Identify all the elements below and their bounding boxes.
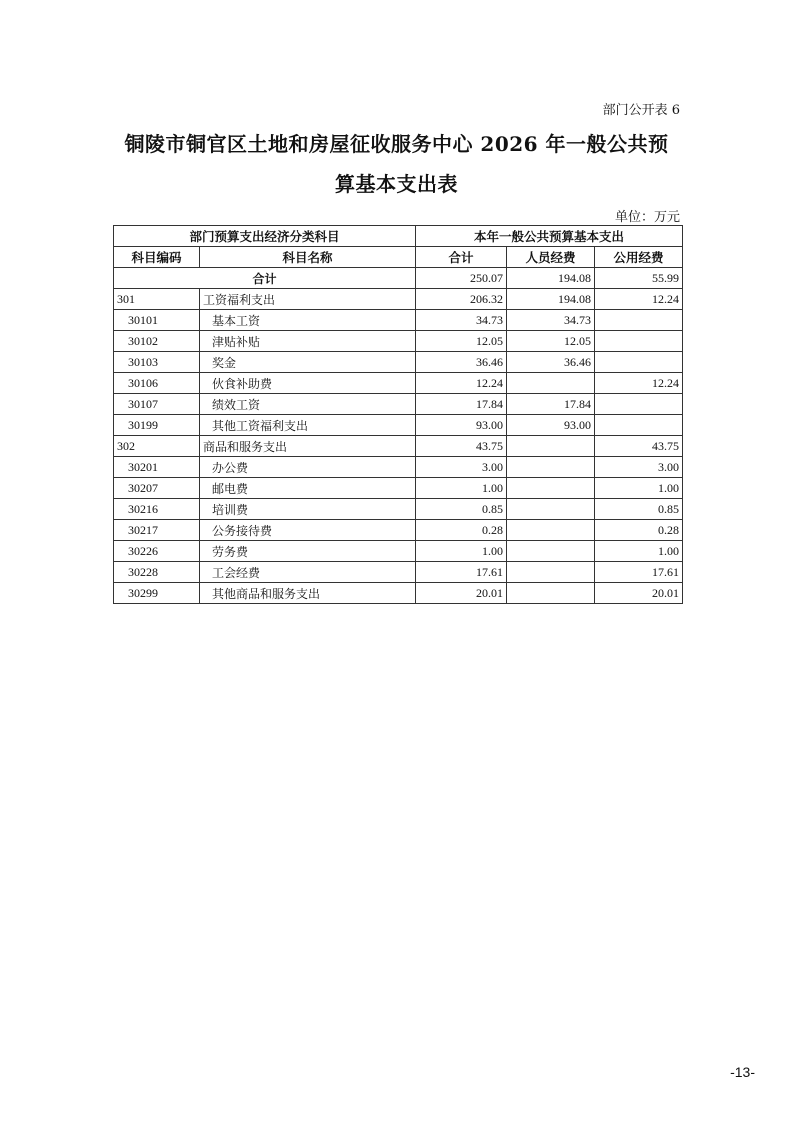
row-total: 34.73: [416, 310, 507, 331]
row-personnel: 12.05: [507, 331, 595, 352]
row-name: 奖金: [200, 352, 416, 373]
form-id: 部门公开表 6: [602, 103, 680, 118]
row-total: 17.84: [416, 394, 507, 415]
budget-table: [113, 225, 683, 604]
table-row: [114, 562, 683, 583]
row-public: 43.75: [595, 436, 683, 457]
row-public: 3.00: [595, 457, 683, 478]
table-row: [114, 583, 683, 604]
table-row: [114, 499, 683, 520]
row-total: 12.05: [416, 331, 507, 352]
row-personnel: 17.84: [507, 394, 595, 415]
total-label: 合计: [114, 268, 416, 289]
row-public: 0.85: [595, 499, 683, 520]
table-row: [114, 310, 683, 331]
row-code: 30226: [114, 541, 200, 562]
table-row: [114, 436, 683, 457]
col-header-code: 科目编码: [114, 247, 200, 268]
row-name: 其他工资福利支出: [200, 415, 416, 436]
page-number: -13-: [730, 1064, 755, 1080]
row-code: 30201: [114, 457, 200, 478]
row-name: 其他商品和服务支出: [200, 583, 416, 604]
table-row: [114, 352, 683, 373]
col-header-personnel: 人员经费: [507, 247, 595, 268]
row-code: 30107: [114, 394, 200, 415]
row-name: 培训费: [200, 499, 416, 520]
row-personnel: 93.00: [507, 415, 595, 436]
row-public: 20.01: [595, 583, 683, 604]
row-code: 30299: [114, 583, 200, 604]
header-group-row: [114, 226, 683, 247]
table-body: [114, 268, 683, 604]
row-code: 30216: [114, 499, 200, 520]
row-personnel: 194.08: [507, 289, 595, 310]
row-public: 1.00: [595, 541, 683, 562]
total-personnel: 194.08: [507, 268, 595, 289]
row-public: [595, 394, 683, 415]
unit-label: 单位：万元: [614, 210, 680, 225]
col-header-public: 公用经费: [595, 247, 683, 268]
title-line-1: 铜陵市铜官区土地和房屋征收服务中心 2026 年一般公共预: [124, 132, 669, 156]
header-row: [114, 247, 683, 268]
row-total: 17.61: [416, 562, 507, 583]
row-public: 1.00: [595, 478, 683, 499]
col-header-total: 合计: [416, 247, 507, 268]
row-name: 劳务费: [200, 541, 416, 562]
row-code: 30228: [114, 562, 200, 583]
table-row: [114, 415, 683, 436]
total-row: [114, 268, 683, 289]
table-row: [114, 457, 683, 478]
row-code: 302: [114, 436, 200, 457]
row-public: [595, 352, 683, 373]
row-code: 30199: [114, 415, 200, 436]
row-code: 30102: [114, 331, 200, 352]
row-name: 商品和服务支出: [200, 436, 416, 457]
table-row: [114, 331, 683, 352]
title-line-2: 算基本支出表: [335, 172, 458, 196]
row-name: 办公费: [200, 457, 416, 478]
row-public: [595, 415, 683, 436]
row-total: 3.00: [416, 457, 507, 478]
row-total: 43.75: [416, 436, 507, 457]
row-total: 36.46: [416, 352, 507, 373]
header-group-left: 部门预算支出经济分类科目: [114, 226, 416, 247]
table-row: [114, 373, 683, 394]
row-public: [595, 331, 683, 352]
row-name: 工资福利支出: [200, 289, 416, 310]
row-total: 0.85: [416, 499, 507, 520]
row-total: 0.28: [416, 520, 507, 541]
row-public: [595, 310, 683, 331]
row-personnel: 36.46: [507, 352, 595, 373]
table-row: [114, 394, 683, 415]
page-title: [0, 124, 793, 204]
row-public: 0.28: [595, 520, 683, 541]
row-code: 301: [114, 289, 200, 310]
row-total: 12.24: [416, 373, 507, 394]
row-public: 12.24: [595, 289, 683, 310]
row-code: 30207: [114, 478, 200, 499]
row-name: 绩效工资: [200, 394, 416, 415]
row-personnel: [507, 583, 595, 604]
total-sum: 250.07: [416, 268, 507, 289]
row-personnel: [507, 520, 595, 541]
row-personnel: [507, 457, 595, 478]
row-name: 工会经费: [200, 562, 416, 583]
row-total: 93.00: [416, 415, 507, 436]
row-name: 邮电费: [200, 478, 416, 499]
table-row: [114, 478, 683, 499]
table-row: [114, 289, 683, 310]
row-code: 30106: [114, 373, 200, 394]
row-name: 基本工资: [200, 310, 416, 331]
row-code: 30217: [114, 520, 200, 541]
col-header-name: 科目名称: [200, 247, 416, 268]
row-public: 17.61: [595, 562, 683, 583]
row-personnel: 34.73: [507, 310, 595, 331]
row-personnel: [507, 478, 595, 499]
row-personnel: [507, 541, 595, 562]
row-personnel: [507, 373, 595, 394]
row-personnel: [507, 562, 595, 583]
row-name: 公务接待费: [200, 520, 416, 541]
table-row: [114, 541, 683, 562]
row-total: 206.32: [416, 289, 507, 310]
row-total: 20.01: [416, 583, 507, 604]
row-total: 1.00: [416, 541, 507, 562]
row-name: 津贴补贴: [200, 331, 416, 352]
row-code: 30101: [114, 310, 200, 331]
row-personnel: [507, 499, 595, 520]
total-public: 55.99: [595, 268, 683, 289]
row-total: 1.00: [416, 478, 507, 499]
table-row: [114, 520, 683, 541]
row-name: 伙食补助费: [200, 373, 416, 394]
row-public: 12.24: [595, 373, 683, 394]
row-code: 30103: [114, 352, 200, 373]
row-personnel: [507, 436, 595, 457]
header-group-right: 本年一般公共预算基本支出: [416, 226, 683, 247]
